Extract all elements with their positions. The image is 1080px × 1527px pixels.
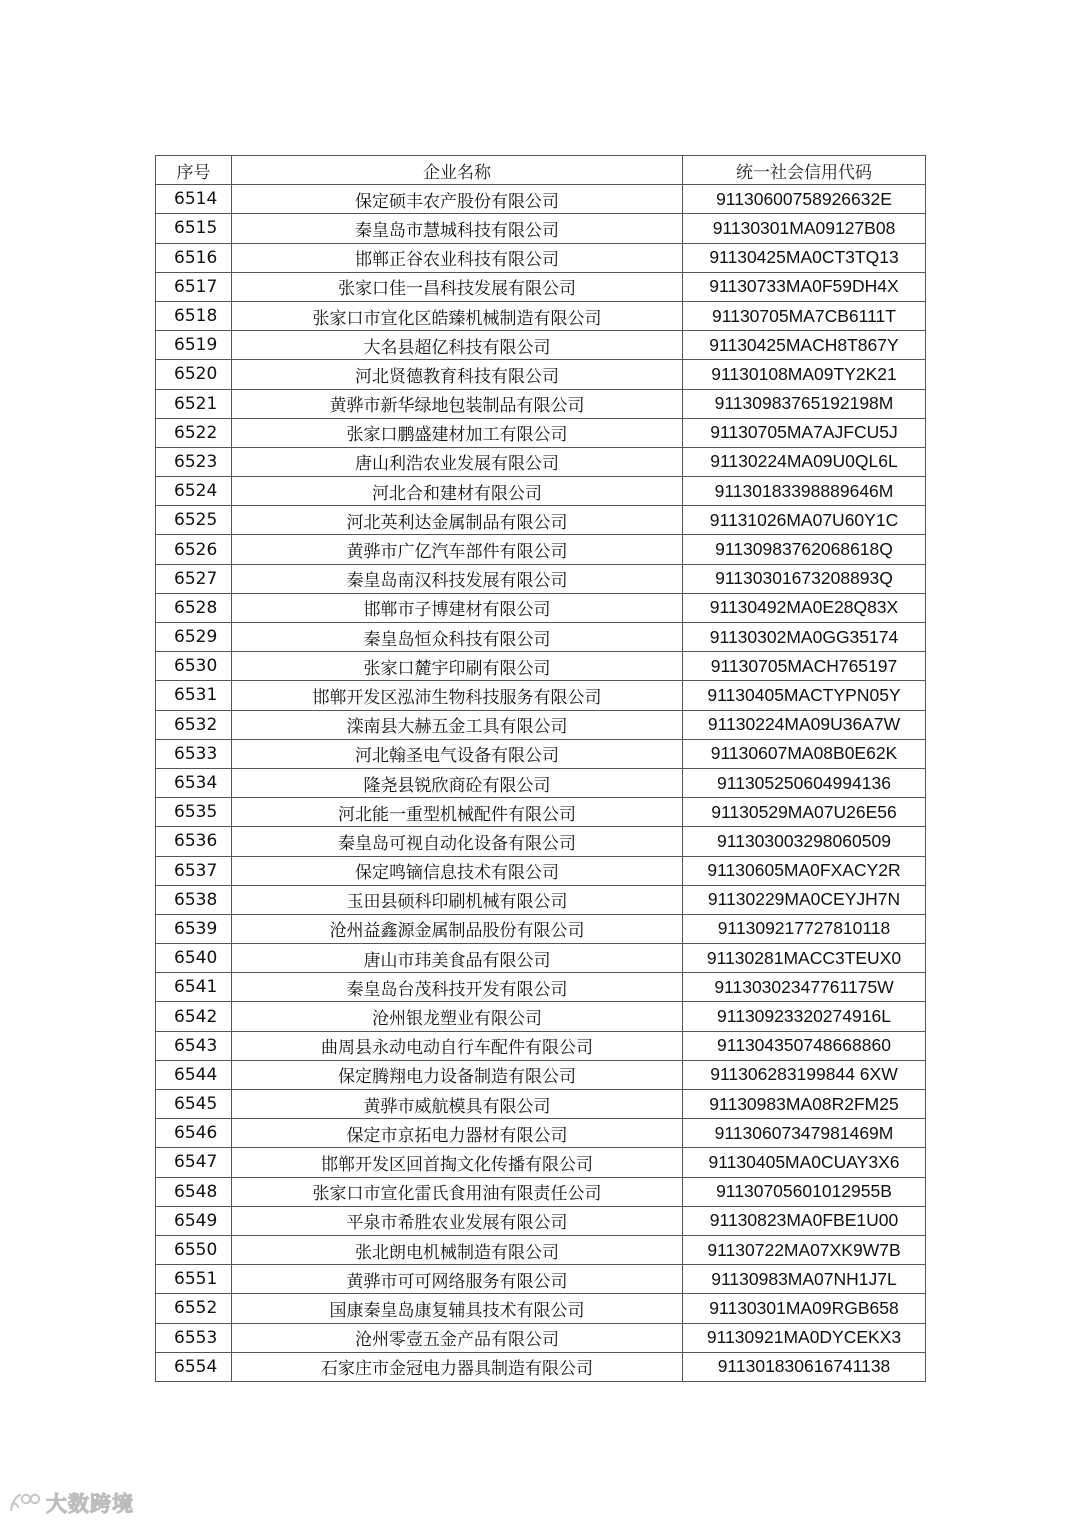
enterprise-table xyxy=(155,155,926,1382)
cell-serial-number: 6546 xyxy=(156,1119,232,1148)
cell-credit-code: 91130529MA07U26E56 xyxy=(683,798,926,827)
table-row xyxy=(156,535,926,564)
cell-serial-number: 6531 xyxy=(156,681,232,710)
cell-company-name: 黄骅市威航模具有限公司 xyxy=(232,1090,683,1119)
cell-credit-code: 911309217727810118 xyxy=(683,914,926,943)
cell-serial-number: 6527 xyxy=(156,564,232,593)
table-row xyxy=(156,1323,926,1352)
cell-company-name: 张家口鹏盛建材加工有限公司 xyxy=(232,418,683,447)
cell-serial-number: 6528 xyxy=(156,593,232,622)
cell-credit-code: 91130224MA09U36A7W xyxy=(683,710,926,739)
cell-serial-number: 6515 xyxy=(156,214,232,243)
cell-serial-number: 6548 xyxy=(156,1177,232,1206)
cell-company-name: 玉田县硕科印刷机械有限公司 xyxy=(232,885,683,914)
cell-company-name: 黄骅市新华绿地包装制品有限公司 xyxy=(232,389,683,418)
cell-credit-code: 91130525060499413‌6 xyxy=(683,768,926,797)
cell-credit-code: 91130705MACH765197 xyxy=(683,652,926,681)
cell-company-name: 河北贤德教育科技有限公司 xyxy=(232,360,683,389)
table-row xyxy=(156,914,926,943)
cell-company-name: 河北英利达金属制品有限公司 xyxy=(232,506,683,535)
table-row xyxy=(156,768,926,797)
cell-company-name: 秦皇岛南汉科技发展有限公司 xyxy=(232,564,683,593)
table-row xyxy=(156,301,926,330)
cell-company-name: 秦皇岛恒众科技有限公司 xyxy=(232,623,683,652)
cell-credit-code: 91130983MA07NH1J7L xyxy=(683,1265,926,1294)
cell-credit-code: 91130301MA09RGB658 xyxy=(683,1294,926,1323)
cell-credit-code: 911306283199844 6XW xyxy=(683,1060,926,1089)
cell-company-name: 张家口佳一昌科技发展有限公司 xyxy=(232,272,683,301)
cell-company-name: 沧州益鑫源金属制品股份有限公司 xyxy=(232,914,683,943)
cell-serial-number: 6543 xyxy=(156,1031,232,1060)
table-row xyxy=(156,798,926,827)
cell-credit-code: 91130921MA0DYCEKX3 xyxy=(683,1323,926,1352)
table-header-row xyxy=(156,156,926,185)
cell-company-name: 曲周县永动电动自行车配件有限公司 xyxy=(232,1031,683,1060)
header-company-name: 企业名称 xyxy=(232,156,683,185)
cell-credit-code: 91130301673208893Q xyxy=(683,564,926,593)
table-row xyxy=(156,243,926,272)
cell-serial-number: 6547 xyxy=(156,1148,232,1177)
cell-credit-code: 91130405MA0CUAY3X6 xyxy=(683,1148,926,1177)
table-row xyxy=(156,331,926,360)
cell-credit-code: 91130705601012955B xyxy=(683,1177,926,1206)
cell-company-name: 石家庄市金冠电力器具制造有限公司 xyxy=(232,1352,683,1381)
table-row xyxy=(156,477,926,506)
cell-credit-code: 91130607347981469M xyxy=(683,1119,926,1148)
cell-credit-code: 91130722MA07XK9W7B xyxy=(683,1235,926,1264)
cell-company-name: 沧州零壹五金产品有限公司 xyxy=(232,1323,683,1352)
cell-credit-code: 91130983765192198M xyxy=(683,389,926,418)
cell-credit-code: 91130983762068618Q xyxy=(683,535,926,564)
cell-company-name: 张家口市宣化雷氏食用油有限责任公司 xyxy=(232,1177,683,1206)
cell-company-name: 邯郸开发区回首掏文化传播有限公司 xyxy=(232,1148,683,1177)
cell-company-name: 秦皇岛市慧城科技有限公司 xyxy=(232,214,683,243)
table-row xyxy=(156,623,926,652)
cell-serial-number: 6521 xyxy=(156,389,232,418)
table-row xyxy=(156,944,926,973)
table-row xyxy=(156,418,926,447)
cell-company-name: 保定腾翔电力设备制造有限公司 xyxy=(232,1060,683,1089)
table-row xyxy=(156,1148,926,1177)
cell-serial-number: 6530 xyxy=(156,652,232,681)
cell-serial-number: 6549 xyxy=(156,1206,232,1235)
table-body xyxy=(156,185,926,1382)
watermark-text: 大数跨境 xyxy=(46,1492,134,1516)
cell-credit-code: 911301830616741138 xyxy=(683,1352,926,1381)
table-row xyxy=(156,185,926,214)
cell-credit-code: 91131026MA07U60Y1C xyxy=(683,506,926,535)
cell-company-name: 平泉市希胜农业发展有限公司 xyxy=(232,1206,683,1235)
table-row xyxy=(156,710,926,739)
cell-credit-code: 91130301MA09127B08 xyxy=(683,214,926,243)
cell-serial-number: 6545 xyxy=(156,1090,232,1119)
cell-company-name: 唐山市玮美食品有限公司 xyxy=(232,944,683,973)
cell-serial-number: 6551 xyxy=(156,1265,232,1294)
cell-company-name: 黄骅市可可网络服务有限公司 xyxy=(232,1265,683,1294)
cell-serial-number: 6525 xyxy=(156,506,232,535)
cell-company-name: 张北朗电机械制造有限公司 xyxy=(232,1235,683,1264)
cell-serial-number: 6514 xyxy=(156,185,232,214)
cell-credit-code: 91130705MA7AJFCU5J xyxy=(683,418,926,447)
cell-credit-code: 91130605MA0FXACY2R xyxy=(683,856,926,885)
logo-mark-icon xyxy=(8,1492,42,1514)
cell-serial-number: 6534 xyxy=(156,768,232,797)
cell-serial-number: 6518 xyxy=(156,301,232,330)
table-row xyxy=(156,1206,926,1235)
cell-serial-number: 6540 xyxy=(156,944,232,973)
cell-credit-code: 91130108MA09TY2K21 xyxy=(683,360,926,389)
cell-company-name: 秦皇岛可视自动化设备有限公司 xyxy=(232,827,683,856)
cell-serial-number: 6542 xyxy=(156,1002,232,1031)
table-row xyxy=(156,1177,926,1206)
cell-company-name: 黄骅市广亿汽车部件有限公司 xyxy=(232,535,683,564)
cell-serial-number: 6522 xyxy=(156,418,232,447)
cell-serial-number: 6517 xyxy=(156,272,232,301)
table-row xyxy=(156,827,926,856)
table-row xyxy=(156,1119,926,1148)
table-row xyxy=(156,389,926,418)
cell-credit-code: 91130705MA7CB6111T xyxy=(683,301,926,330)
watermark xyxy=(8,1488,134,1518)
cell-company-name: 国康秦皇岛康复辅具技术有限公司 xyxy=(232,1294,683,1323)
cell-company-name: 沧州银龙塑业有限公司 xyxy=(232,1002,683,1031)
header-serial-number: 序号 xyxy=(156,156,232,185)
table-row xyxy=(156,739,926,768)
cell-serial-number: 6519 xyxy=(156,331,232,360)
cell-credit-code: 91130600758926632E xyxy=(683,185,926,214)
cell-company-name: 隆尧县锐欣商砼有限公司 xyxy=(232,768,683,797)
table-row xyxy=(156,360,926,389)
cell-serial-number: 6520 xyxy=(156,360,232,389)
cell-credit-code: 91130405MACTYPN05Y xyxy=(683,681,926,710)
table-row xyxy=(156,1235,926,1264)
cell-credit-code: 91130733MA0F59DH4X xyxy=(683,272,926,301)
cell-company-name: 秦皇岛台茂科技开发有限公司 xyxy=(232,973,683,1002)
cell-serial-number: 6536 xyxy=(156,827,232,856)
cell-serial-number: 6554 xyxy=(156,1352,232,1381)
cell-company-name: 大名县超亿科技有限公司 xyxy=(232,331,683,360)
cell-credit-code: 91130302347761175W xyxy=(683,973,926,1002)
cell-serial-number: 6552 xyxy=(156,1294,232,1323)
cell-serial-number: 6541 xyxy=(156,973,232,1002)
table-row xyxy=(156,506,926,535)
cell-credit-code: 911304350748668860 xyxy=(683,1031,926,1060)
cell-company-name: 唐山利浩农业发展有限公司 xyxy=(232,447,683,476)
cell-credit-code: 91130492MA0E28Q83X xyxy=(683,593,926,622)
cell-credit-code: 91130425MA0CT3TQ13 xyxy=(683,243,926,272)
cell-company-name: 河北能一重型机械配件有限公司 xyxy=(232,798,683,827)
cell-credit-code: 91130281MACC3TEUX0 xyxy=(683,944,926,973)
cell-serial-number: 6516 xyxy=(156,243,232,272)
table-row xyxy=(156,652,926,681)
table-row xyxy=(156,447,926,476)
cell-company-name: 邯郸市子博建材有限公司 xyxy=(232,593,683,622)
table-row xyxy=(156,1002,926,1031)
cell-serial-number: 6538 xyxy=(156,885,232,914)
cell-credit-code: 91130983MA08R2FM25 xyxy=(683,1090,926,1119)
cell-company-name: 张家口麓宇印刷有限公司 xyxy=(232,652,683,681)
table-row xyxy=(156,856,926,885)
table-row xyxy=(156,1352,926,1381)
table-row xyxy=(156,1090,926,1119)
cell-credit-code: 91130229MA0CEYJH7N xyxy=(683,885,926,914)
cell-company-name: 保定市京拓电力器材有限公司 xyxy=(232,1119,683,1148)
table-row xyxy=(156,681,926,710)
cell-serial-number: 6533 xyxy=(156,739,232,768)
cell-serial-number: 6529 xyxy=(156,623,232,652)
table-row xyxy=(156,564,926,593)
cell-serial-number: 6550 xyxy=(156,1235,232,1264)
cell-credit-code: 91130300329806050‌9 xyxy=(683,827,926,856)
cell-serial-number: 6532 xyxy=(156,710,232,739)
table-row xyxy=(156,1031,926,1060)
cell-credit-code: 91130425MACH8T867Y xyxy=(683,331,926,360)
cell-credit-code: 91130923320274916L xyxy=(683,1002,926,1031)
cell-serial-number: 6544 xyxy=(156,1060,232,1089)
cell-serial-number: 6526 xyxy=(156,535,232,564)
header-credit-code: 统一社会信用代码 xyxy=(683,156,926,185)
cell-credit-code: 91130224MA09U0QL6L xyxy=(683,447,926,476)
table-row xyxy=(156,1294,926,1323)
table-row xyxy=(156,1265,926,1294)
table-row xyxy=(156,973,926,1002)
cell-company-name: 邯郸开发区泓沛生物科技服务有限公司 xyxy=(232,681,683,710)
cell-company-name: 保定硕丰农产股份有限公司 xyxy=(232,185,683,214)
cell-company-name: 滦南县大赫五金工具有限公司 xyxy=(232,710,683,739)
cell-credit-code: 91130607MA08B0E62K xyxy=(683,739,926,768)
cell-serial-number: 6539 xyxy=(156,914,232,943)
table-row xyxy=(156,272,926,301)
cell-credit-code: 91130302MA0GG35174 xyxy=(683,623,926,652)
cell-serial-number: 6553 xyxy=(156,1323,232,1352)
cell-company-name: 保定鸣镝信息技术有限公司 xyxy=(232,856,683,885)
cell-serial-number: 6535 xyxy=(156,798,232,827)
cell-serial-number: 6523 xyxy=(156,447,232,476)
cell-company-name: 张家口市宣化区皓臻机械制造有限公司 xyxy=(232,301,683,330)
table-row xyxy=(156,593,926,622)
table-row xyxy=(156,885,926,914)
cell-company-name: 邯郸正谷农业科技有限公司 xyxy=(232,243,683,272)
cell-company-name: 河北合和建材有限公司 xyxy=(232,477,683,506)
cell-serial-number: 6537 xyxy=(156,856,232,885)
cell-credit-code: 91130183398889646M xyxy=(683,477,926,506)
table-row xyxy=(156,1060,926,1089)
table-row xyxy=(156,214,926,243)
cell-serial-number: 6524 xyxy=(156,477,232,506)
cell-company-name: 河北翰圣电气设备有限公司 xyxy=(232,739,683,768)
cell-credit-code: 91130823MA0FBE1U00 xyxy=(683,1206,926,1235)
